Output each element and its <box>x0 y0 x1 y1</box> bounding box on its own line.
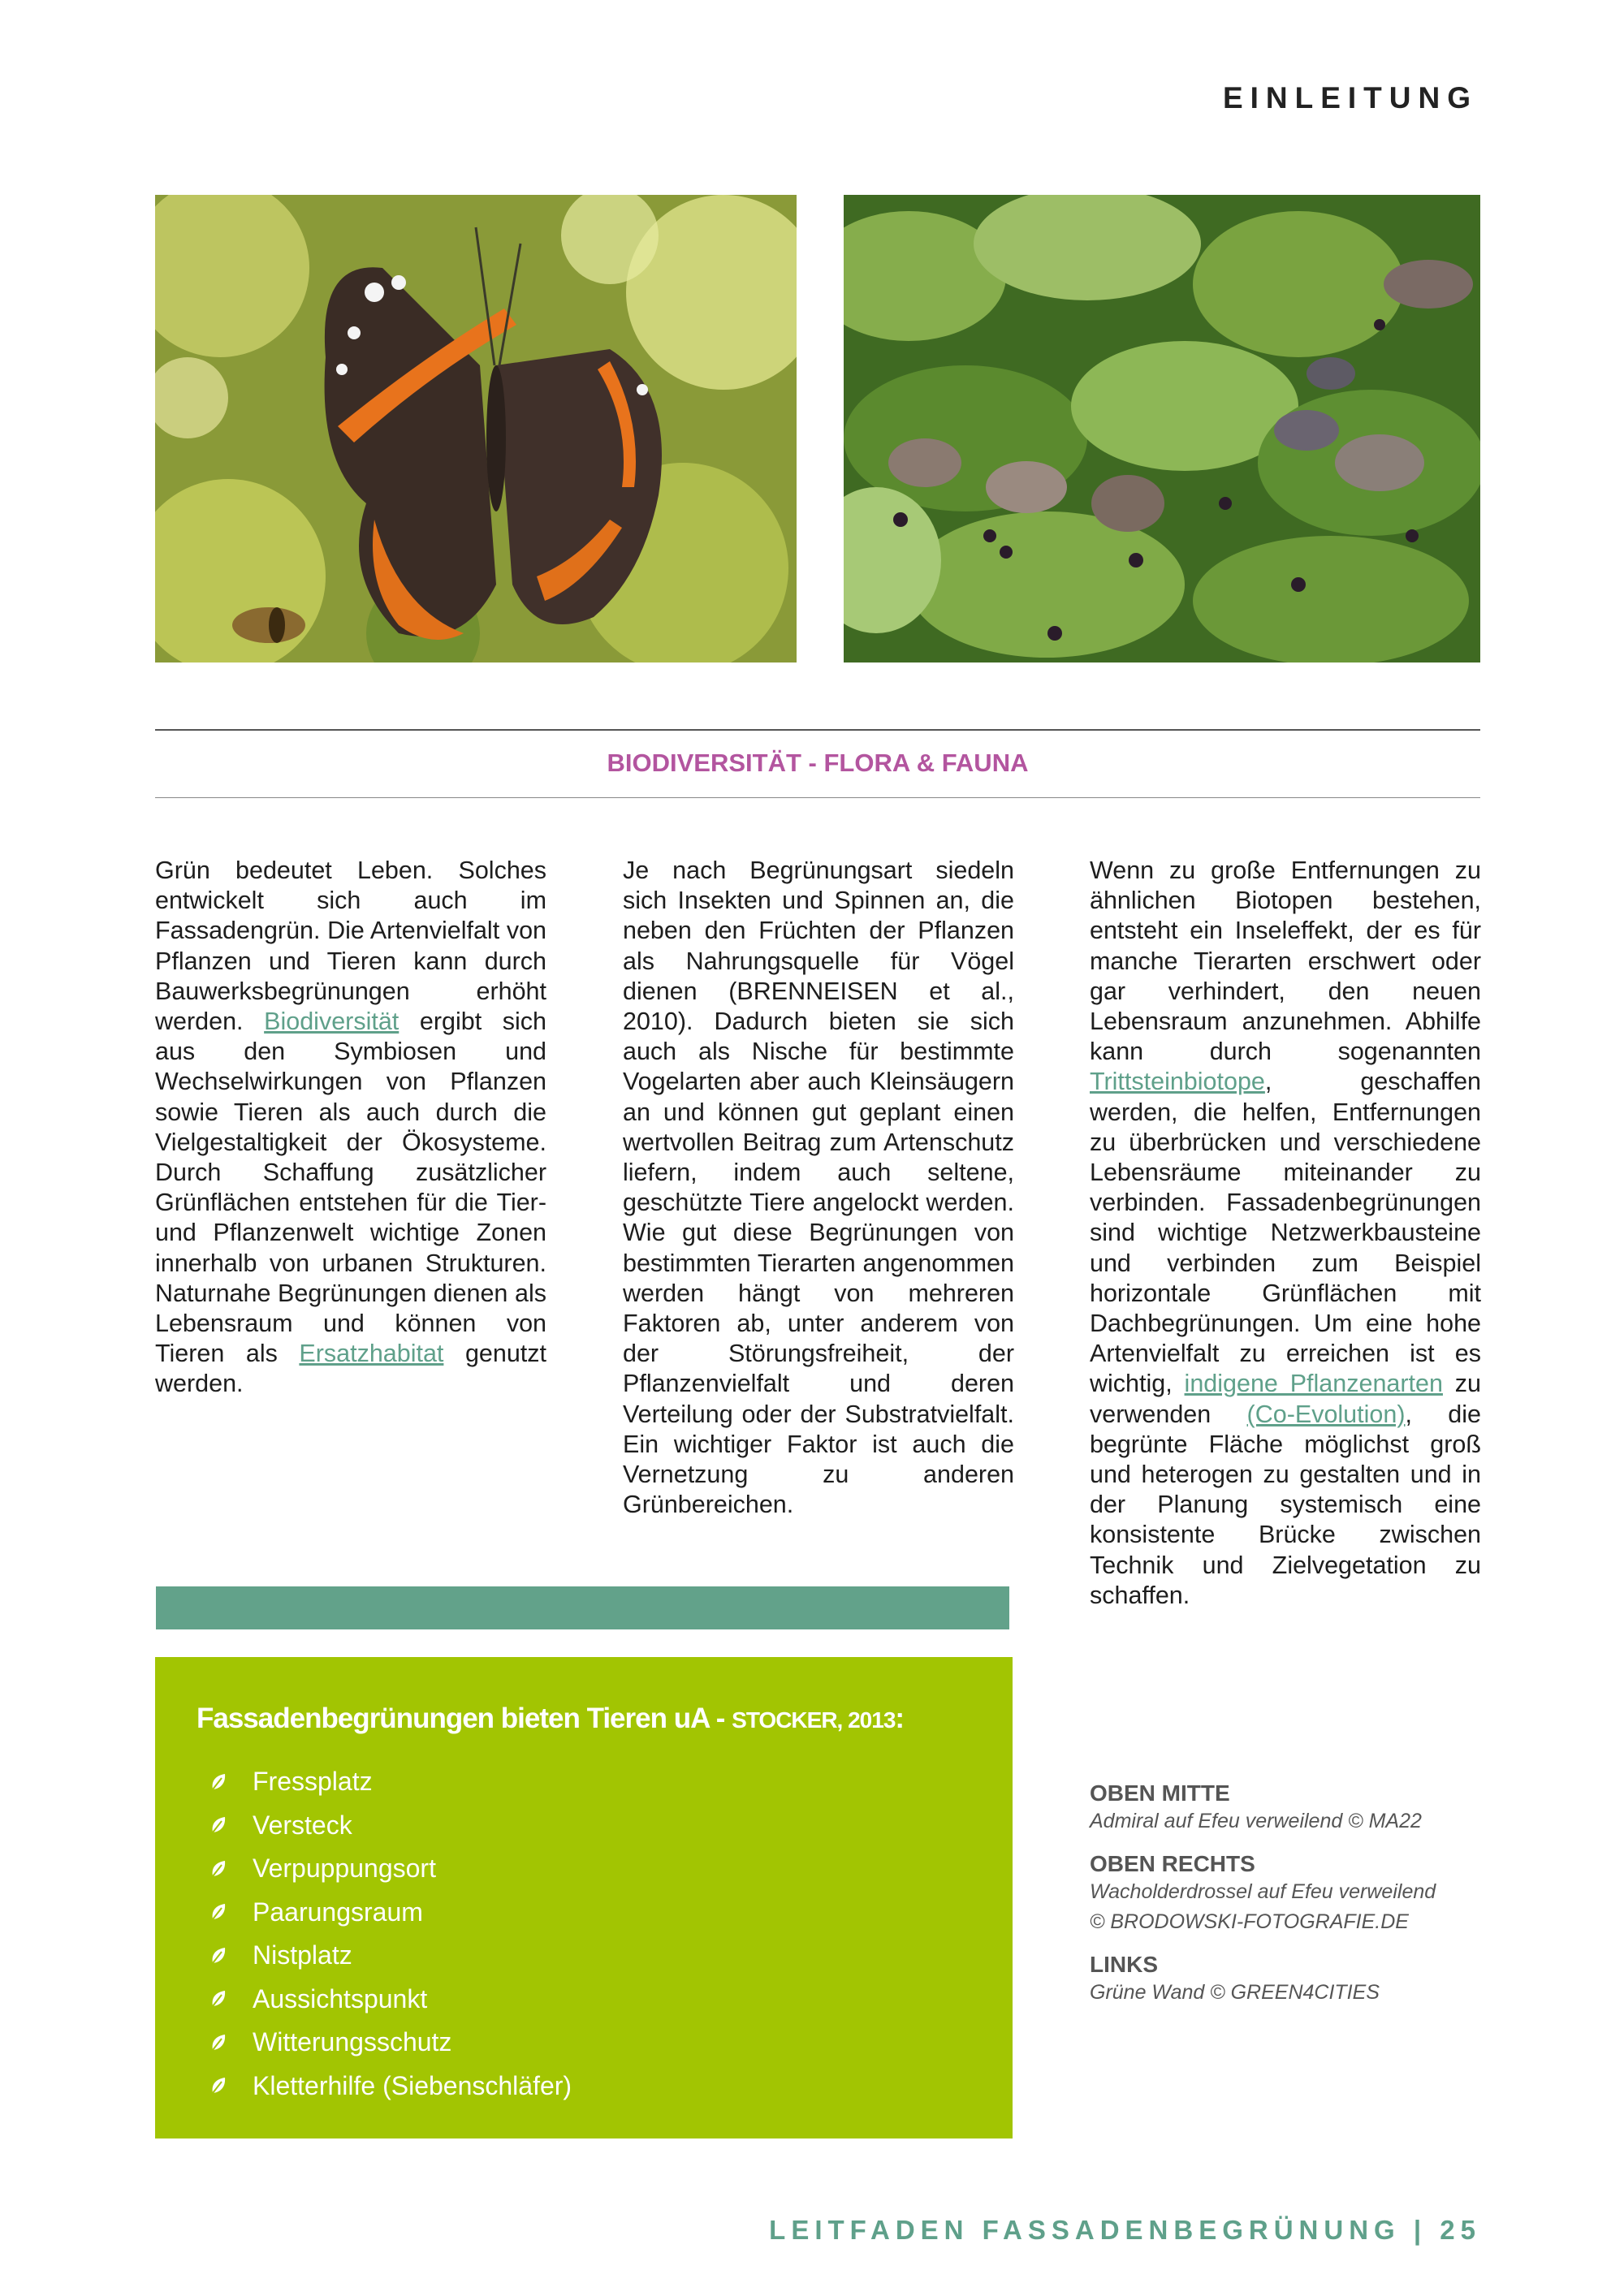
ersatzhabitat-link[interactable]: Ersatzhabitat <box>299 1340 444 1368</box>
list-item-label: Paarungsraum <box>253 1897 423 1927</box>
caption-text-links: Grüne Wand © GREEN4CITIES <box>1090 1981 1380 2004</box>
leaf-bullet-icon <box>210 2034 227 2052</box>
list-item <box>210 2021 572 2065</box>
column-text: Grün bedeutet Leben. Solches entwickelt sich auch im Fassadengrün. Die Artenvielfalt von Pflanzen und Tieren kann durch Bauwerksbegrünungen erhöht werden. <box>155 857 546 1036</box>
text-column-3 <box>1090 856 1481 1611</box>
leaf-bullet-icon <box>210 2077 227 2095</box>
caption-heading-oben-rechts: OBEN RECHTS <box>1090 1851 1255 1876</box>
caption-line: © BRODOWSKI-FOTOGRAFIE.DE <box>1090 1910 1409 1933</box>
butterfly-on-ivy-image <box>155 195 797 662</box>
caption-text-oben-mitte: Admiral auf Efeu verweilend © MA22 <box>1090 1810 1422 1832</box>
habitat-benefits-box <box>155 1657 1013 2138</box>
leaf-bullet-icon <box>210 1773 227 1791</box>
co-evolution-link[interactable]: (Co-Evolution) <box>1246 1400 1406 1428</box>
list-item-label: Verpuppungsort <box>253 1854 436 1883</box>
list-item <box>210 1760 572 1804</box>
photo-captions <box>1090 1780 1479 2022</box>
section-divider-top <box>155 729 1480 731</box>
trittsteinbiotope-link[interactable]: Trittsteinbiotope <box>1090 1068 1265 1096</box>
teal-accent-bar <box>156 1586 1009 1629</box>
benefits-list <box>210 1760 572 2108</box>
box-title <box>197 1703 904 1735</box>
section-title: BIODIVERSITÄT - FLORA & FAUNA <box>607 749 1029 777</box>
list-item-label: Fressplatz <box>253 1767 373 1796</box>
caption-heading-oben-mitte: OBEN MITTE <box>1090 1780 1230 1806</box>
text-column-2 <box>623 856 1014 1520</box>
fieldfare-photo <box>844 195 1480 662</box>
column-text: genutzt werden. <box>155 1340 546 1398</box>
list-item-label: Kletterhilfe (Siebenschläfer) <box>253 2070 572 2100</box>
column-text: zu verwenden <box>1090 1370 1481 1428</box>
caption-text-oben-rechts <box>1090 1877 1479 1937</box>
column-text: Wenn zu große Entfernungen zu ähnlichen Biotopen bestehen, entsteht ein Inseleffekt, der es für manche Tierarten erschwert oder gar verhindert, den neuen Lebensraum anzunehmen. Abhilfe kann durch sogenannten <box>1090 857 1481 1066</box>
box-title-citation: STOCKER, 2013 <box>732 1707 896 1733</box>
page-footer: LEITFADEN FASSADENBEGRÜNUNG | 25 <box>769 2215 1481 2245</box>
column-text: Je nach Begrünungsart siedeln sich Insekten und Spinnen an, die neben den Früchten der Pflanzen als Nahrungsquelle für Vögel dienen (BRENNEISEN et al., 2010). Dadurch bieten sie sich auch als Nische für bestimmte Vogelarten aber auch Kleinsäugern an und können gut geplant einen wertvollen Beitrag zum Artenschutz liefern, indem auch seltene, geschützte Tiere angelockt werden. Wie gut diese Begrünungen von bestimmten Tierarten angenommen werden hängt von mehreren Faktoren ab, unter anderem von der Störungsfreiheit, der Pflanzenvielfalt und deren Verteilung oder der Substratvielfalt. Ein wichtiger Faktor ist auch die Vernetzung zu anderen Grünbereichen. <box>623 857 1014 1519</box>
list-item <box>210 1934 572 1978</box>
leaf-bullet-icon <box>210 1903 227 1921</box>
list-item-label: Witterungsschutz <box>253 2027 452 2056</box>
list-item <box>210 1891 572 1935</box>
list-item <box>210 1804 572 1848</box>
box-title-main: Fassadenbegrünungen bieten Tieren uA - <box>197 1703 732 1734</box>
butterfly-photo <box>155 195 797 662</box>
page-header-title: EINLEITUNG <box>1222 81 1478 114</box>
column-text: , geschaffen werden, die helfen, Entfernungen zu überbrücken und verschiedene Lebensräume miteinander zu verbinden. Fassadenbegrünungen sind wichtige Netzwerkbausteine und verbinden zum Beispiel horizontale Grünflächen mit Dachbegrünungen. Um eine hohe Artenvielfalt zu erreichen ist es wichtig, <box>1090 1068 1481 1398</box>
box-title-end: : <box>895 1703 905 1734</box>
list-item-label: Versteck <box>253 1810 352 1840</box>
caption-heading-links: LINKS <box>1090 1952 1158 1977</box>
caption-line: Wacholderdrossel auf Efeu verweilend <box>1090 1880 1436 1903</box>
biodiversitaet-link[interactable]: Biodiversität <box>264 1008 400 1036</box>
indigene-pflanzenarten-link[interactable]: indigene Pflanzenarten <box>1184 1370 1443 1398</box>
list-item <box>210 1847 572 1891</box>
leaf-bullet-icon <box>210 1990 227 2008</box>
leaf-bullet-icon <box>210 1947 227 1965</box>
list-item-label: Nistplatz <box>253 1940 352 1970</box>
text-column-1 <box>155 856 546 1400</box>
list-item-label: Aussichtspunkt <box>253 1983 428 2013</box>
list-item <box>210 2065 572 2108</box>
leaf-bullet-icon <box>210 1860 227 1878</box>
section-divider-bottom <box>155 797 1480 798</box>
leaf-bullet-icon <box>210 1816 227 1834</box>
column-text: , die begrünte Fläche möglichst groß und heterogen zu gestalten und in der Planung systemisch eine konsistente Brücke zwischen Technik und Zielvegetation zu schaffen. <box>1090 1400 1481 1609</box>
column-text: ergibt sich aus den Symbiosen und Wechselwirkungen von Pflanzen sowie Tieren als auch durch die Vielgestaltigkeit der Ökosysteme. Durch Schaffung zusätzlicher Grünflächen entstehen für die Tier- und Pflanzenwelt wichtige Zonen innerhalb von urbanen Strukturen. Naturnahe Begrünungen dienen als Lebensraum und können von Tieren als <box>155 1008 547 1368</box>
fieldfares-on-ivy-image <box>844 195 1480 662</box>
list-item <box>210 1978 572 2022</box>
